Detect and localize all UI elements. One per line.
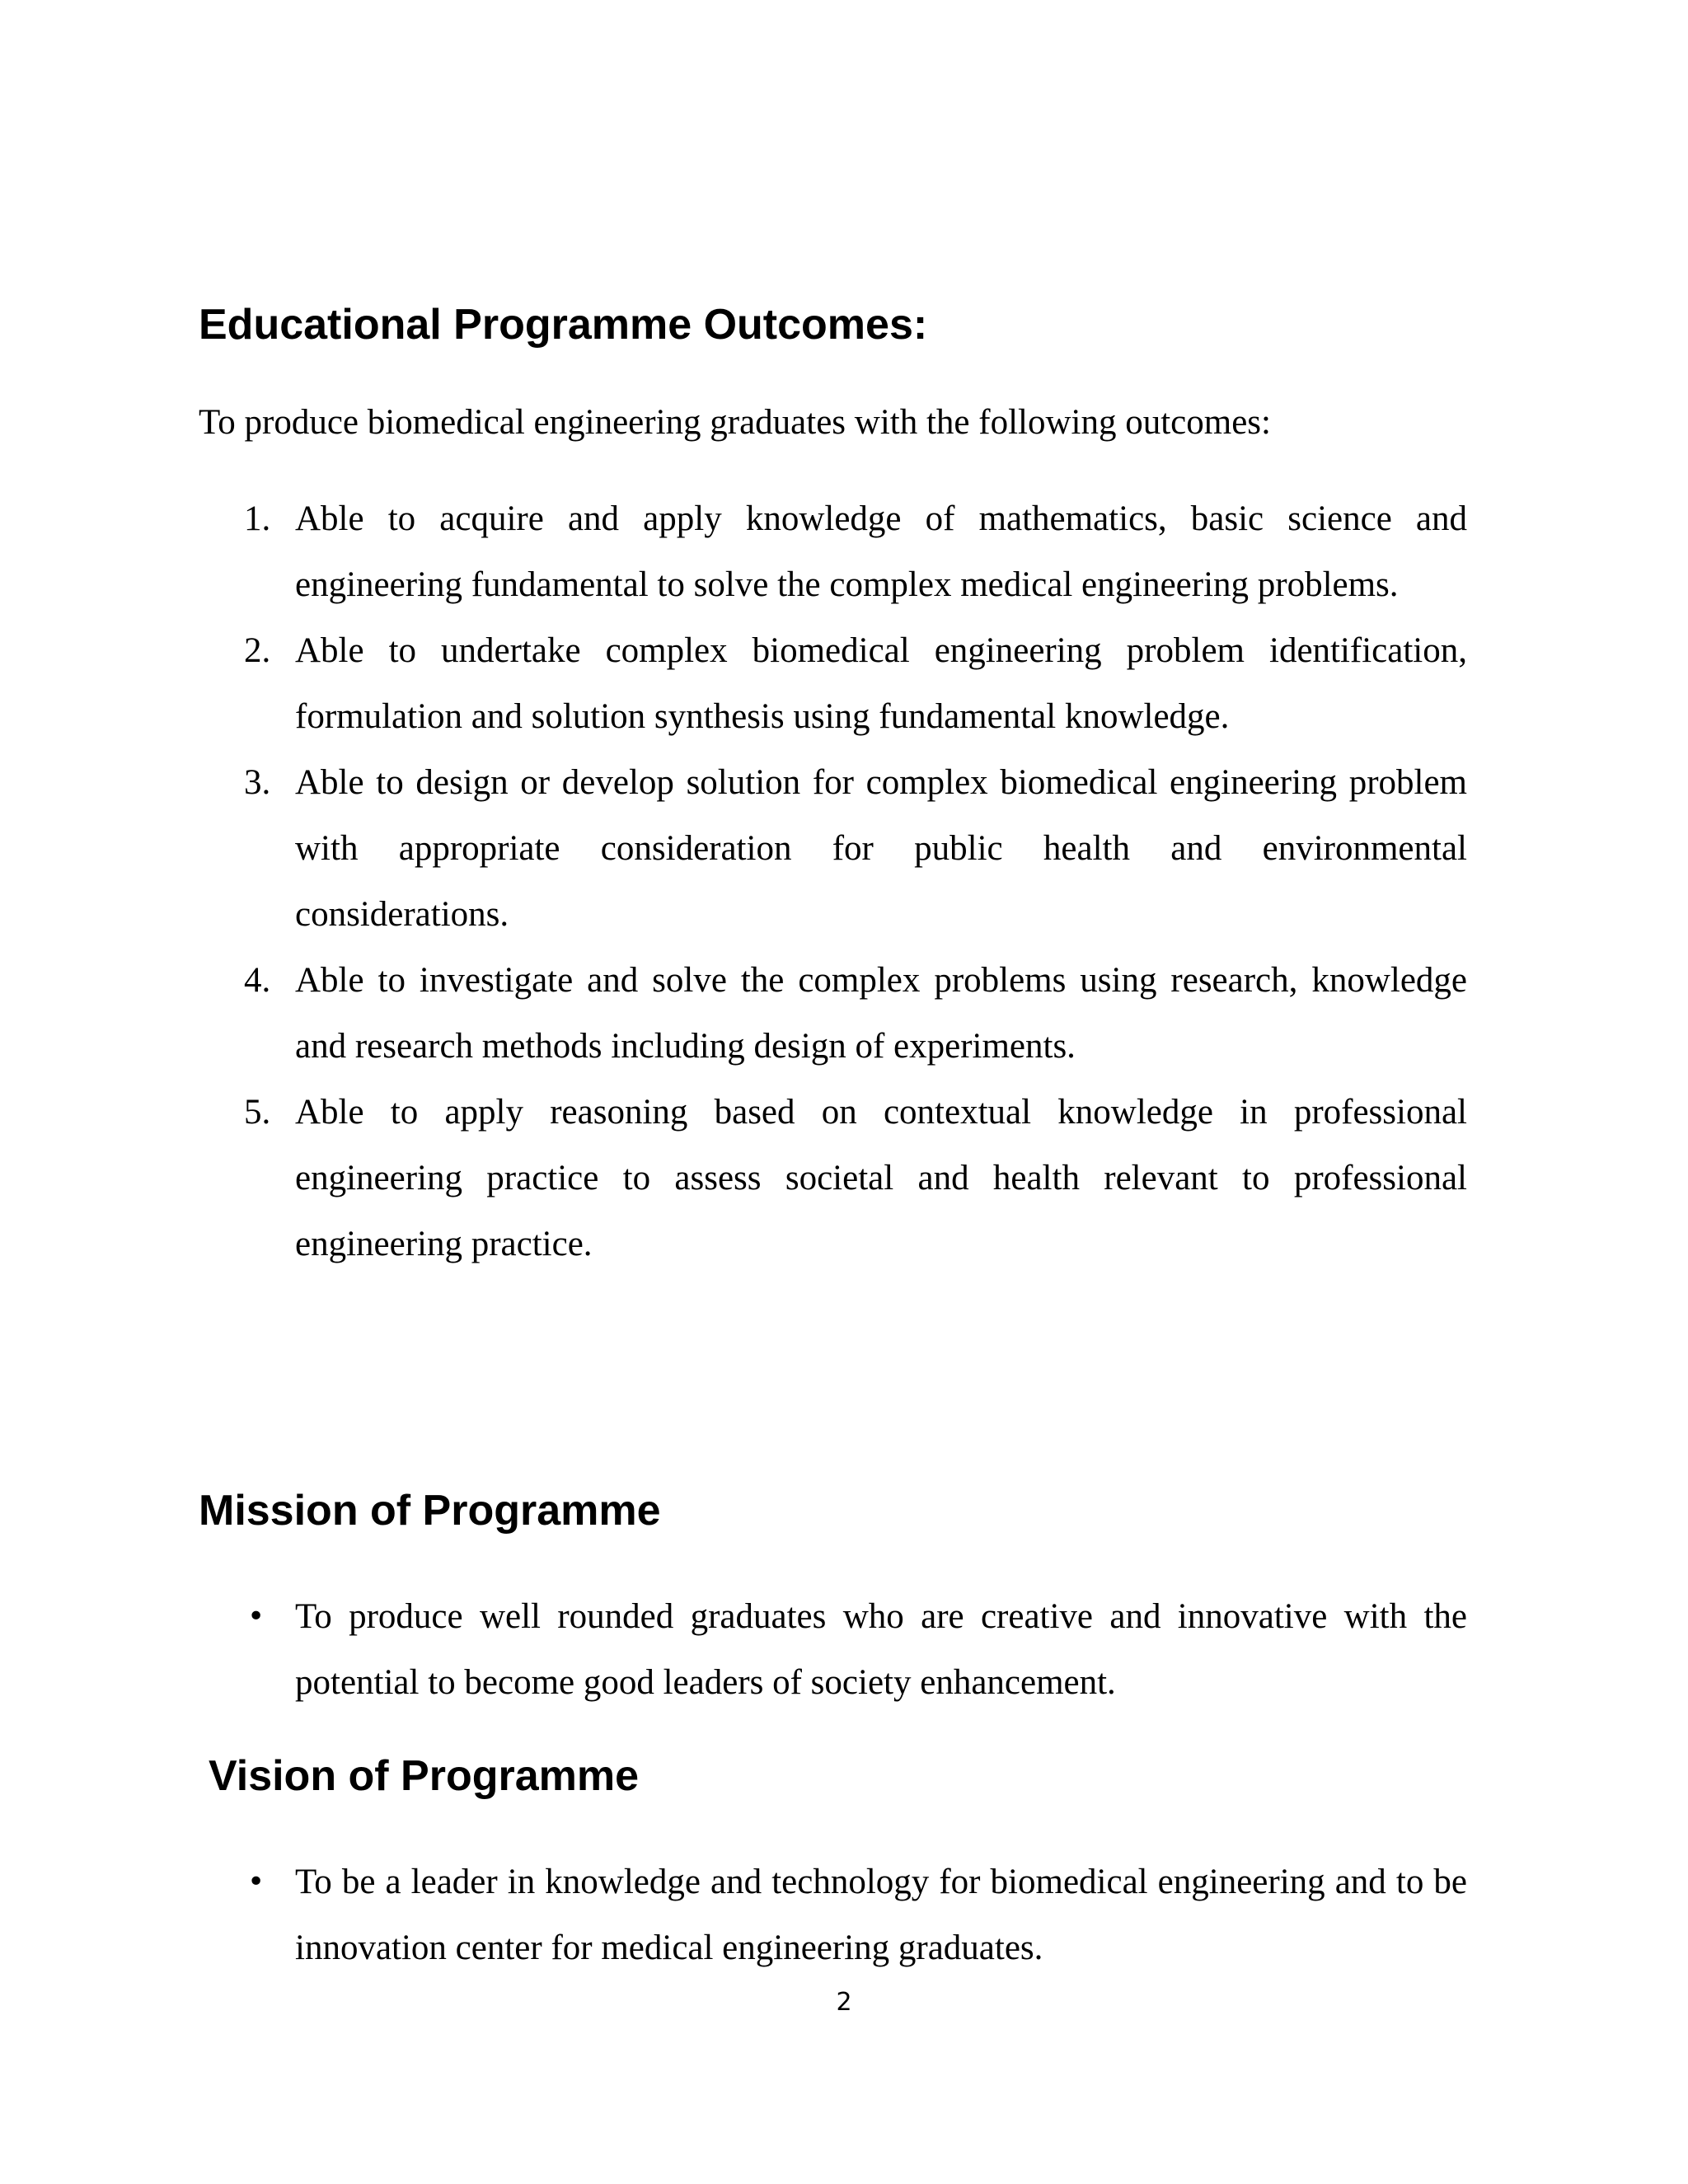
vision-item [0,1849,1467,1981]
outcomes-heading: Educational Programme Outcomes: [199,301,928,349]
outcome-text: Able to design or develop solution for complex biomedical engineering problem with appropriate consideration for public health and environmental considerations. [295,763,1467,934]
outcome-number: 2. [244,631,271,670]
page-number: 2 [836,1988,852,2017]
outcome-item [0,1080,1467,1277]
bullet-icon: • [247,1600,265,1633]
outcomes-list [0,486,1467,1277]
outcome-item [0,948,1467,1080]
outcome-text: Able to acquire and apply knowledge of mathematics, basic science and engineering fundamental to solve the complex medical engineering problems. [295,499,1467,604]
outcomes-intro: To produce biomedical engineering graduates with the following outcomes: [199,403,1271,442]
outcome-number: 4. [244,961,271,1000]
outcome-text: Able to investigate and solve the complex problems using research, knowledge and research methods including design of experiments. [295,961,1467,1066]
outcome-item [0,618,1467,750]
outcome-number: 1. [244,499,271,538]
outcome-number: 5. [244,1093,271,1132]
bullet-icon: • [247,1865,265,1899]
vision-list [0,1849,1467,1981]
mission-item [0,1584,1467,1716]
outcome-item [0,750,1467,948]
vision-text: To be a leader in knowledge and technology for biomedical engineering and to be innovation center for medical engineering graduates. [295,1863,1467,1967]
mission-list [0,1584,1467,1716]
outcome-item [0,486,1467,618]
outcome-text: Able to apply reasoning based on contextual knowledge in professional engineering practice to assess societal and health relevant to professional engineering practice. [295,1093,1467,1263]
mission-text: To produce well rounded graduates who are creative and innovative with the potential to become good leaders of society enhancement. [295,1597,1467,1702]
outcome-number: 3. [244,763,271,802]
mission-heading: Mission of Programme [199,1487,661,1535]
outcome-text: Able to undertake complex biomedical engineering problem identification, formulation and solution synthesis using fundamental knowledge. [295,631,1467,736]
vision-heading: Vision of Programme [209,1752,640,1800]
